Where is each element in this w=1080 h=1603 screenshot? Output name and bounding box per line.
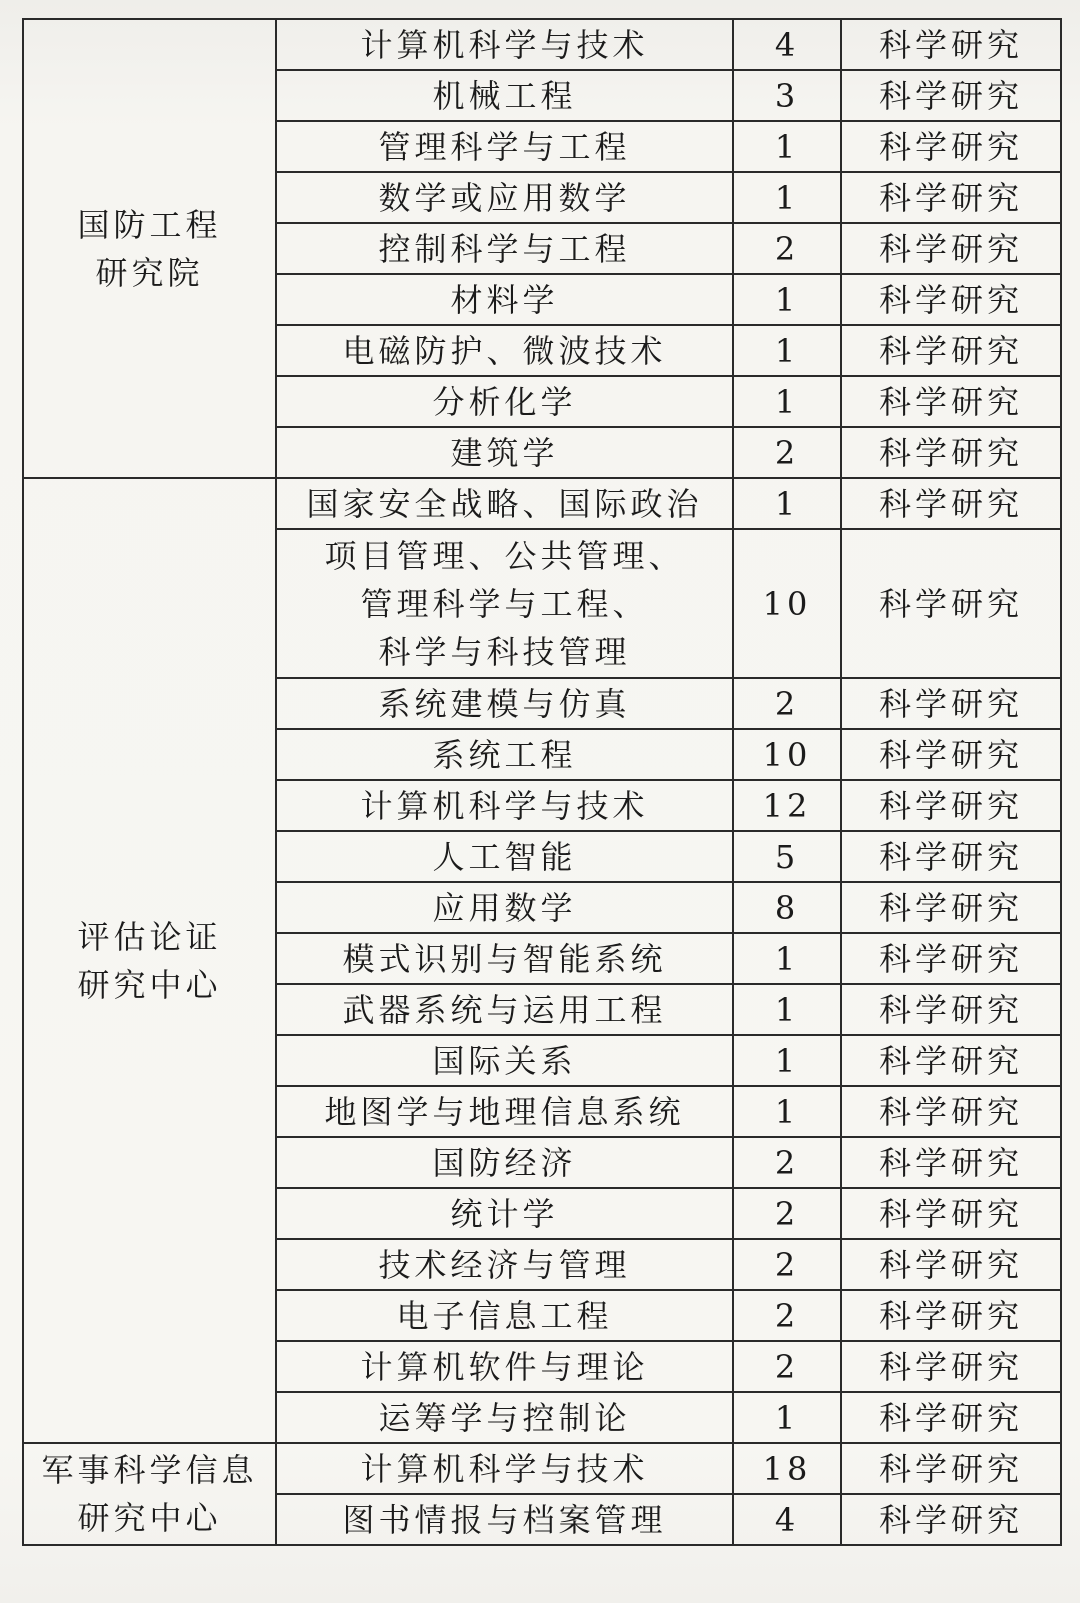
major-name-line: 计算机软件与理论 <box>360 1347 649 1386</box>
position-type-cell: 科学研究 <box>841 121 1061 172</box>
unit-name-line: 国防工程 <box>77 205 222 244</box>
position-type-cell: 科学研究 <box>841 1392 1061 1443</box>
position-type-cell: 科学研究 <box>841 478 1061 529</box>
major-cell <box>276 678 733 729</box>
major-name-line: 人工智能 <box>432 837 577 876</box>
major-name-line: 电子信息工程 <box>396 1296 613 1335</box>
major-name-line: 统计学 <box>450 1194 559 1233</box>
position-type-cell: 科学研究 <box>841 325 1061 376</box>
major-cell <box>276 984 733 1035</box>
major-cell <box>276 223 733 274</box>
unit-name-line: 研究中心 <box>77 1499 222 1537</box>
major-cell <box>276 1341 733 1392</box>
major-cell <box>276 325 733 376</box>
major-name-line: 管理科学与工程、 <box>360 584 649 623</box>
unit-cell <box>23 1443 276 1545</box>
major-name-line: 材料学 <box>450 280 559 319</box>
position-type-cell: 科学研究 <box>841 1035 1061 1086</box>
position-type-cell: 科学研究 <box>841 427 1061 478</box>
major-name-line: 国家安全战略、国际政治 <box>306 484 703 523</box>
major-cell <box>276 1443 733 1494</box>
major-cell <box>276 1086 733 1137</box>
major-cell <box>276 831 733 882</box>
position-type-cell: 科学研究 <box>841 984 1061 1035</box>
position-count-cell: 1 <box>733 274 841 325</box>
position-count-cell: 2 <box>733 1137 841 1188</box>
table-row <box>23 19 1061 70</box>
major-cell <box>276 882 733 933</box>
unit-cell <box>23 19 276 478</box>
major-name-line: 电磁防护、微波技术 <box>342 331 667 370</box>
major-cell <box>276 427 733 478</box>
position-type-cell: 科学研究 <box>841 831 1061 882</box>
major-name-line: 计算机科学与技术 <box>360 786 649 825</box>
major-cell <box>276 1137 733 1188</box>
major-name-line: 建筑学 <box>450 433 559 472</box>
major-name-line: 国防经济 <box>432 1143 577 1182</box>
major-name-line: 项目管理、公共管理、 <box>324 536 685 575</box>
position-type-cell: 科学研究 <box>841 274 1061 325</box>
unit-cell <box>23 478 276 1443</box>
unit-name-line: 研究院 <box>95 253 204 292</box>
major-name-line: 图书情报与档案管理 <box>342 1500 667 1539</box>
positions-table-body <box>23 19 1061 1545</box>
position-type-cell: 科学研究 <box>841 70 1061 121</box>
position-type-cell: 科学研究 <box>841 1086 1061 1137</box>
position-count-cell: 2 <box>733 427 841 478</box>
position-type-cell: 科学研究 <box>841 1137 1061 1188</box>
major-name-line: 模式识别与智能系统 <box>342 939 667 978</box>
position-count-cell: 1 <box>733 121 841 172</box>
position-count-cell: 2 <box>733 1290 841 1341</box>
major-name-line: 地图学与地理信息系统 <box>324 1092 685 1131</box>
major-cell <box>276 529 733 678</box>
position-type-cell: 科学研究 <box>841 1494 1061 1545</box>
major-cell <box>276 1035 733 1086</box>
major-name-line: 国际关系 <box>432 1041 577 1080</box>
position-type-cell: 科学研究 <box>841 19 1061 70</box>
position-count-cell: 2 <box>733 678 841 729</box>
major-cell <box>276 478 733 529</box>
position-type-cell: 科学研究 <box>841 729 1061 780</box>
position-count-cell: 18 <box>733 1443 841 1494</box>
major-cell <box>276 70 733 121</box>
position-count-cell: 1 <box>733 1392 841 1443</box>
position-type-cell: 科学研究 <box>841 933 1061 984</box>
major-name-line: 系统工程 <box>432 735 577 774</box>
position-count-cell: 12 <box>733 780 841 831</box>
major-name-line: 技术经济与管理 <box>378 1245 631 1284</box>
position-count-cell: 10 <box>733 729 841 780</box>
position-count-cell: 8 <box>733 882 841 933</box>
major-cell <box>276 1290 733 1341</box>
position-count-cell: 1 <box>733 984 841 1035</box>
major-name-line: 武器系统与运用工程 <box>342 990 667 1029</box>
major-cell <box>276 376 733 427</box>
position-count-cell: 5 <box>733 831 841 882</box>
major-name-line: 科学与科技管理 <box>378 632 631 671</box>
major-cell <box>276 729 733 780</box>
major-cell <box>276 780 733 831</box>
position-type-cell: 科学研究 <box>841 376 1061 427</box>
position-count-cell: 2 <box>733 223 841 274</box>
position-count-cell: 3 <box>733 70 841 121</box>
major-name-line: 计算机科学与技术 <box>360 1449 649 1488</box>
positions-table <box>22 18 1062 1546</box>
position-type-cell: 科学研究 <box>841 678 1061 729</box>
position-count-cell: 4 <box>733 19 841 70</box>
position-type-cell: 科学研究 <box>841 1443 1061 1494</box>
major-cell <box>276 1188 733 1239</box>
position-count-cell: 1 <box>733 172 841 223</box>
major-cell <box>276 1494 733 1545</box>
position-type-cell: 科学研究 <box>841 780 1061 831</box>
major-cell <box>276 274 733 325</box>
position-type-cell: 科学研究 <box>841 223 1061 274</box>
major-cell <box>276 121 733 172</box>
position-count-cell: 1 <box>733 325 841 376</box>
position-type-cell: 科学研究 <box>841 1290 1061 1341</box>
unit-name-line: 研究中心 <box>77 965 222 1004</box>
position-type-cell: 科学研究 <box>841 529 1061 678</box>
table-row <box>23 478 1061 529</box>
position-count-cell: 2 <box>733 1188 841 1239</box>
major-name-line: 数学或应用数学 <box>378 178 631 217</box>
position-count-cell: 1 <box>733 1086 841 1137</box>
position-count-cell: 1 <box>733 376 841 427</box>
position-count-cell: 4 <box>733 1494 841 1545</box>
position-count-cell: 2 <box>733 1341 841 1392</box>
major-cell <box>276 172 733 223</box>
position-type-cell: 科学研究 <box>841 1188 1061 1239</box>
position-type-cell: 科学研究 <box>841 1239 1061 1290</box>
major-name-line: 机械工程 <box>432 76 577 115</box>
unit-name-line: 军事科学信息 <box>41 1451 258 1489</box>
position-type-cell: 科学研究 <box>841 882 1061 933</box>
major-name-line: 应用数学 <box>432 888 577 927</box>
major-name-line: 系统建模与仿真 <box>378 684 631 723</box>
major-cell <box>276 19 733 70</box>
major-name-line: 控制科学与工程 <box>378 229 631 268</box>
major-cell <box>276 1392 733 1443</box>
major-cell <box>276 933 733 984</box>
table-row <box>23 1443 1061 1494</box>
position-count-cell: 1 <box>733 478 841 529</box>
major-name-line: 运筹学与控制论 <box>378 1398 631 1437</box>
position-count-cell: 1 <box>733 933 841 984</box>
position-count-cell: 2 <box>733 1239 841 1290</box>
major-name-line: 计算机科学与技术 <box>360 25 649 64</box>
major-name-line: 管理科学与工程 <box>378 127 631 166</box>
major-cell <box>276 1239 733 1290</box>
position-type-cell: 科学研究 <box>841 172 1061 223</box>
unit-name-line: 评估论证 <box>77 917 222 956</box>
major-name-line: 分析化学 <box>432 382 577 421</box>
position-count-cell: 1 <box>733 1035 841 1086</box>
position-count-cell: 10 <box>733 529 841 678</box>
position-type-cell: 科学研究 <box>841 1341 1061 1392</box>
